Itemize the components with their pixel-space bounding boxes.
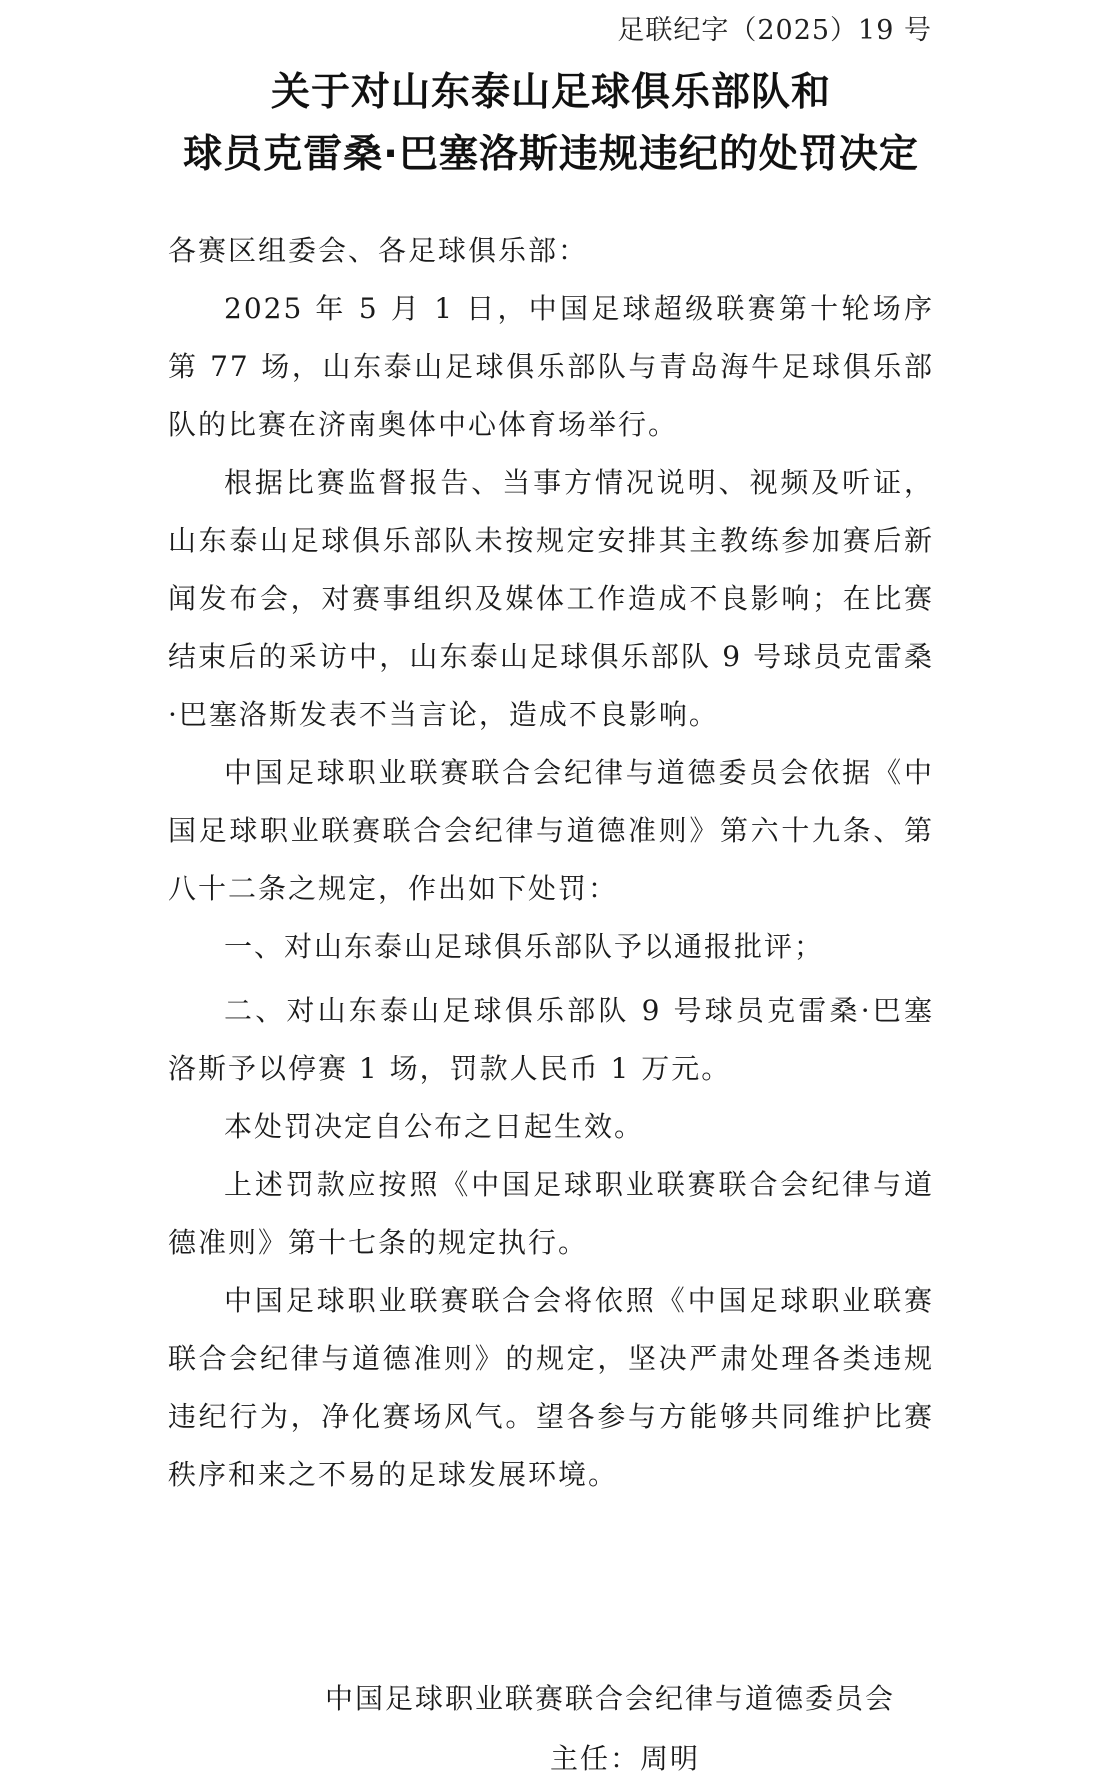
paragraph-closing: 中国足球职业联赛联合会将依照《中国足球职业联赛联合会纪律与道德准则》的规定，坚决严肃处理各类违规违纪行为，净化赛场风气。望各参与方能够共同维护比赛秩序和来之不易的足球发展环境。 (168, 1284, 934, 1491)
document-body (168, 222, 934, 1504)
paragraph-match-info: 2025 年 5 月 1 日，中国足球超级联赛第十轮场序第 77 场，山东泰山足球俱乐部队与青岛海牛足球俱乐部队的比赛在济南奥体中心体育场举行。 (168, 292, 934, 441)
document-title (0, 62, 1102, 186)
signature-chair: 主任：周明 (550, 1742, 701, 1775)
signature-organization: 中国足球职业联赛联合会纪律与道德委员会 (325, 1682, 896, 1715)
title-line-2: 球员克雷桑·巴塞洛斯违规违纪的处罚决定 (183, 132, 919, 177)
document-number: 足联纪字（2025）19 号 (617, 15, 932, 46)
penalty-item-2: 二、对山东泰山足球俱乐部队 9 号球员克雷桑·巴塞洛斯予以停赛 1 场，罚款人民币 1 万元。 (168, 994, 934, 1085)
penalty-item-1: 一、对山东泰山足球俱乐部队予以通报批评； (224, 930, 825, 963)
paragraph-fine-execution: 上述罚款应按照《中国足球职业联赛联合会纪律与道德准则》第十七条的规定执行。 (168, 1168, 934, 1259)
title-line-1: 关于对山东泰山足球俱乐部队和 (270, 70, 831, 115)
salutation: 各赛区组委会、各足球俱乐部： (168, 234, 589, 267)
paragraph-basis: 中国足球职业联赛联合会纪律与道德委员会依据《中国足球职业联赛联合会纪律与道德准则》第六十九条、第八十二条之规定，作出如下处罚： (168, 756, 934, 905)
paragraph-findings: 根据比赛监督报告、当事方情况说明、视频及听证，山东泰山足球俱乐部队未按规定安排其主教练参加赛后新闻发布会，对赛事组织及媒体工作造成不良影响；在比赛结束后的采访中，山东泰山足球俱乐部队 9 号球员克雷桑·巴塞洛斯发表不当言论，造成不良影响。 (168, 466, 934, 731)
paragraph-effective: 本处罚决定自公布之日起生效。 (224, 1110, 645, 1143)
